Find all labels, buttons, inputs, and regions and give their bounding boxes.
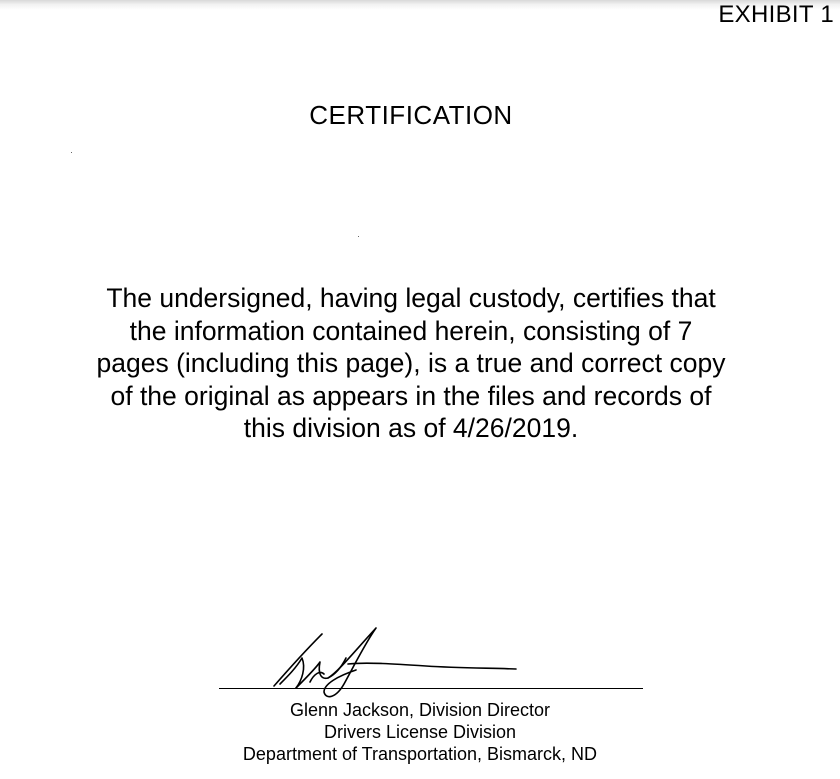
signature-block bbox=[200, 699, 640, 765]
page-title: CERTIFICATION bbox=[309, 100, 513, 130]
exhibit-label: EXHIBIT 1 bbox=[718, 1, 834, 28]
signature-line bbox=[219, 688, 643, 689]
scan-speck bbox=[358, 236, 359, 237]
scan-speck bbox=[71, 152, 72, 153]
page-top-shadow bbox=[0, 0, 840, 10]
signatory-department: Department of Transportation, Bismarck, ND bbox=[242, 744, 598, 764]
signatory-division: Drivers License Division bbox=[323, 722, 517, 742]
handwritten-signature bbox=[266, 622, 536, 702]
signatory-name-title: Glenn Jackson, Division Director bbox=[289, 700, 551, 720]
certification-statement: The undersigned, having legal custody, certifies that the information contained herein, consisting of 7 pages (including this page), is a true and correct copy of the original as appears in the files and records of this division as of 4/26/2019. bbox=[96, 283, 726, 443]
